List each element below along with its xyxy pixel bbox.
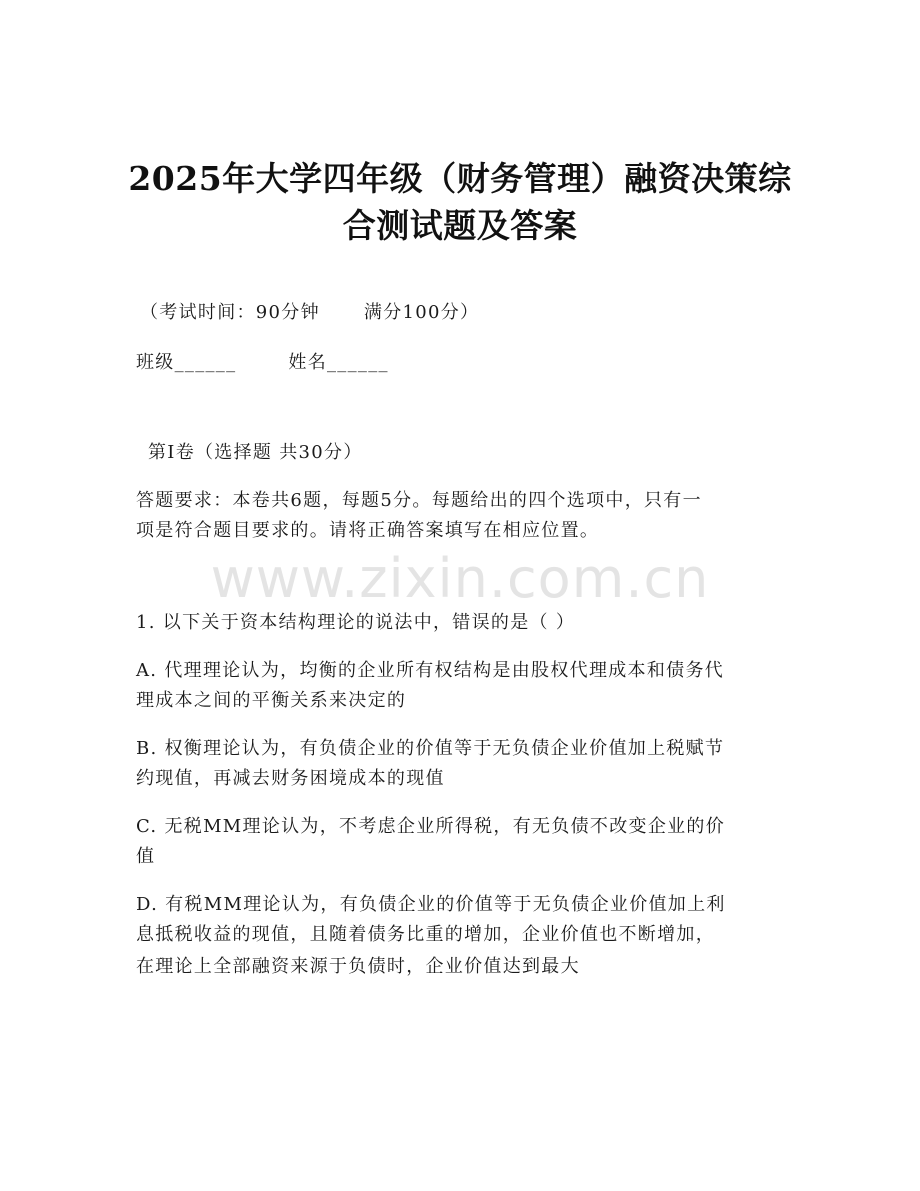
option-c-line-2: 值 <box>136 846 156 867</box>
option-a-line-2: 理成本之间的平衡关系来决定的 <box>136 690 407 711</box>
watermark: www.zixin.com.cn <box>210 547 710 610</box>
question-stem: 1. 以下关于资本结构理论的说法中，错误的是（ ） <box>136 612 576 633</box>
option-c-line-1: C. 无税MM理论认为，不考虑企业所得税，有无负债不改变企业的价 <box>136 816 726 837</box>
option-d-line-1: D. 有税MM理论认为，有负债企业的价值等于无负债企业价值加上利 <box>136 894 726 915</box>
option-b-line-2: 约现值，再减去财务困境成本的现值 <box>136 768 445 789</box>
section-heading: 第Ⅰ卷（选择题 共30分） <box>148 442 363 463</box>
name-field: 姓名______ <box>288 352 389 373</box>
class-field: 班级______ <box>136 352 237 373</box>
exam-score: 满分100分） <box>363 302 480 323</box>
option-d-line-3: 在理论上全部融资来源于负债时，企业价值达到最大 <box>136 956 580 977</box>
option-a-line-1: A. 代理理论认为，均衡的企业所有权结构是由股权代理成本和债务代 <box>136 660 725 681</box>
exam-info <box>140 304 790 322</box>
instructions-line-2: 项是符合题目要求的。请将正确答案填写在相应位置。 <box>136 520 600 541</box>
document-title-line-2: 合测试题及答案 <box>342 206 578 245</box>
exam-time: （考试时间：90分钟 <box>140 302 320 323</box>
student-fields <box>136 354 786 372</box>
document-title-line-1: 2025年大学四年级（财务管理）融资决策综 <box>128 159 792 198</box>
option-d-line-2: 息抵税收益的现值，且随着债务比重的增加，企业价值也不断增加， <box>136 924 715 945</box>
option-b-line-1: B. 权衡理论认为，有负债企业的价值等于无负债企业价值加上税赋节 <box>136 738 725 759</box>
instructions-line-1: 答题要求：本卷共6题，每题5分。每题给出的四个选项中，只有一 <box>136 490 702 511</box>
